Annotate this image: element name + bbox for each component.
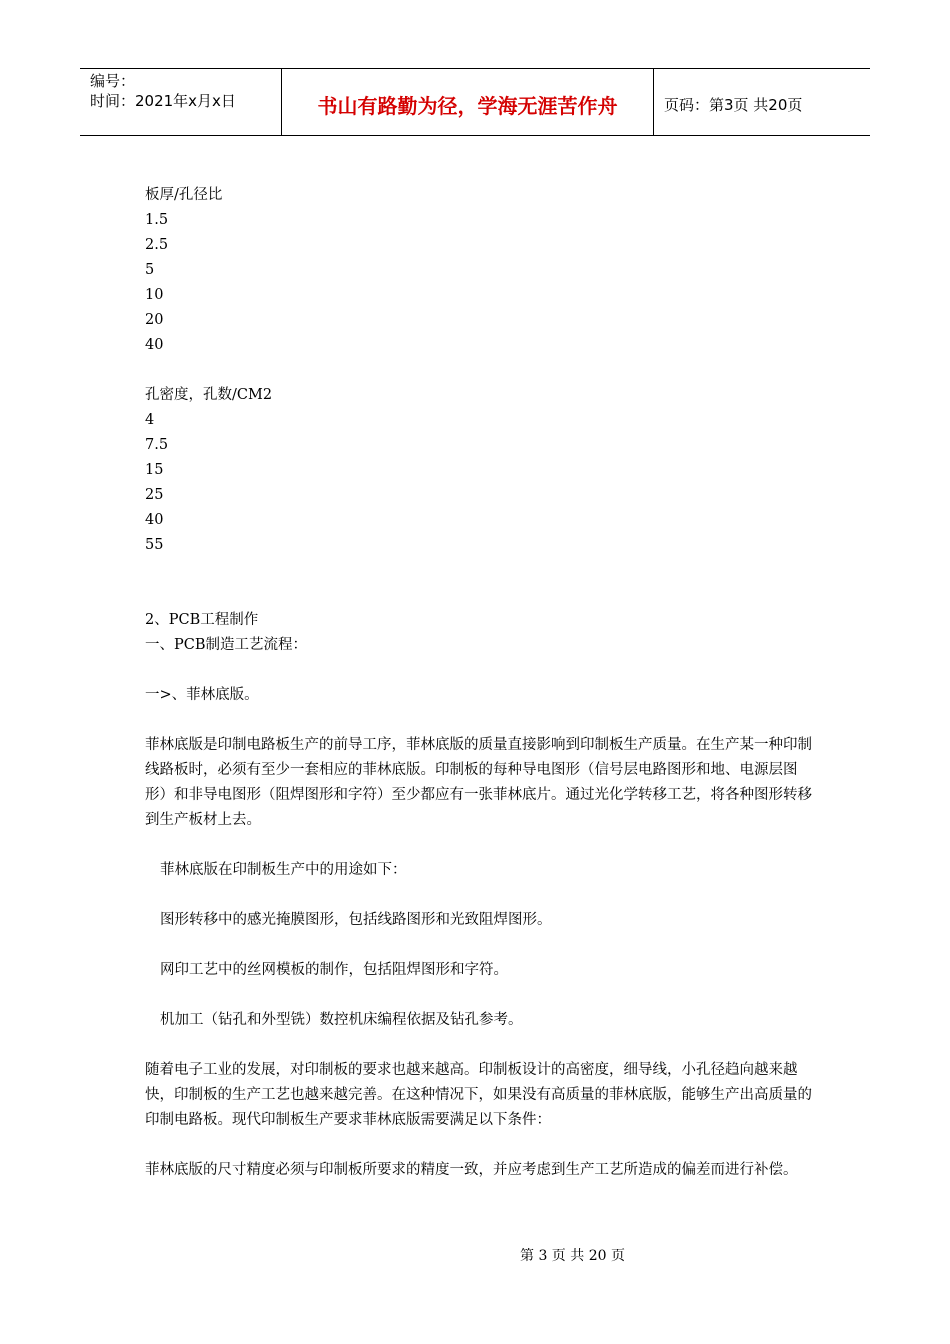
use-item: 网印工艺中的丝网模板的制作，包括阻焊图形和字符。 <box>160 962 508 978</box>
header-page-cell <box>654 69 870 135</box>
hole-density-title: 孔密度，孔数/CM2 <box>145 387 273 403</box>
use-item: 图形转移中的感光掩膜图形，包括线路图形和光致阻焊图形。 <box>160 912 552 928</box>
date-label: 时间：2021年x月x日 <box>90 92 236 110</box>
thickness-ratio-value: 1.5 <box>145 212 169 228</box>
hole-density-value: 7.5 <box>145 437 169 453</box>
page-header <box>80 68 870 136</box>
use-item: 机加工（钻孔和外型铣）数控机床编程依据及钻孔参考。 <box>160 1012 523 1028</box>
hole-density-value: 15 <box>145 462 164 478</box>
hole-density-value: 25 <box>145 487 164 503</box>
hole-density-value: 4 <box>145 412 155 428</box>
number-label: 编号： <box>90 72 136 90</box>
paragraph-intro: 菲林底版是印制电路板生产的前导工序，菲林底版的质量直接影响到印制板生产质量。在生产某一种印制线路板时，必须有至少一套相应的菲林底版。印制板的每种导电图形（信号层电路图形和地、电源层图形）和非导电图形（阻焊图形和字符）至少都应有一张菲林底片。通过光化学转移工艺，将各种图形转移到生产板材上去。 <box>145 737 812 828</box>
thickness-ratio-value: 2.5 <box>145 237 169 253</box>
section-heading: 2、PCB工程制作 <box>145 612 259 628</box>
header-page-info: 页码：第3页 共20页 <box>664 95 803 114</box>
header-meta-cell <box>80 69 282 135</box>
subsection-heading: 一>、菲林底版。 <box>145 687 259 703</box>
thickness-ratio-value: 40 <box>145 337 164 353</box>
thickness-ratio-value: 5 <box>145 262 155 278</box>
uses-intro: 菲林底版在印制板生产中的用途如下： <box>160 862 407 878</box>
section-subheading: 一、PCB制造工艺流程： <box>145 637 308 653</box>
thickness-ratio-title: 板厚/孔径比 <box>145 187 223 203</box>
header-motto: 书山有路勤为径，学海无涯苦作舟 <box>317 93 618 118</box>
paragraph-requirements: 随着电子工业的发展，对印制板的要求也越来越高。印制板设计的高密度，细导线，小孔径趋向越来越快，印制板的生产工艺也越来越完善。在这种情况下，如果没有高质量的菲林底版，能够生产出高质量的印制电路板。现代印制板生产要求菲林底版需要满足以下条件： <box>145 1062 812 1128</box>
thickness-ratio-value: 20 <box>145 312 164 328</box>
hole-density-value: 55 <box>145 537 164 553</box>
paragraph-precision: 菲林底版的尺寸精度必须与印制板所要求的精度一致，并应考虑到生产工艺所造成的偏差而进行补偿。 <box>145 1162 798 1178</box>
page-footer: 第 3 页 共 20 页 <box>520 1248 625 1264</box>
thickness-ratio-value: 10 <box>145 287 164 303</box>
document-body <box>145 183 815 1183</box>
hole-density-value: 40 <box>145 512 164 528</box>
header-motto-cell <box>282 69 654 135</box>
